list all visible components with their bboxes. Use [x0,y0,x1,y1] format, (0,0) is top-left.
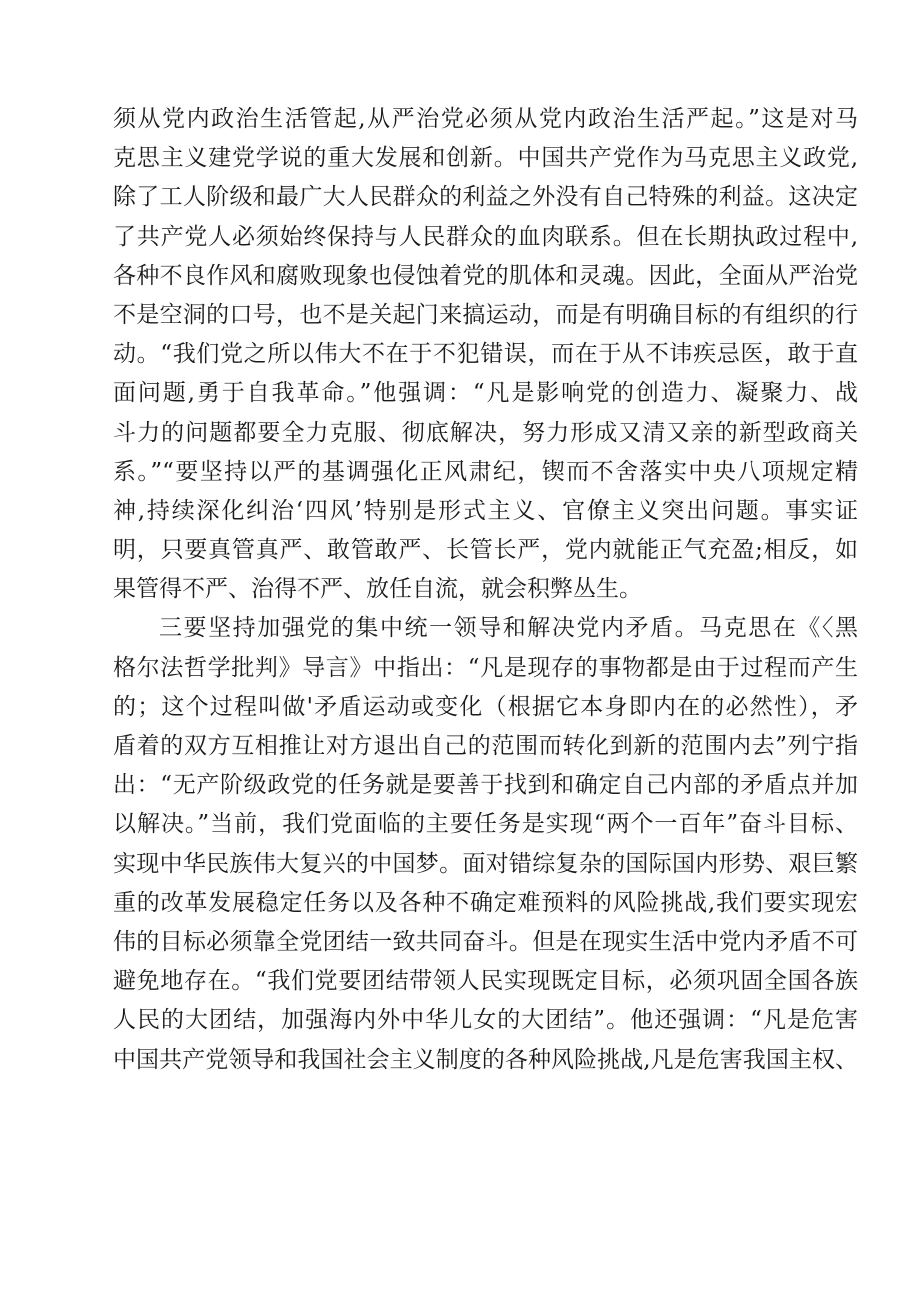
text-line: 须从党内政治生活管起,从严治党必须从党内政治生活严起。”这是对马 [113,106,858,132]
text-line: 中国共产党领导和我国社会主义制度的各种风险挑战,凡是危害我国主权、 [113,1046,858,1073]
text-line: 格尔法哲学批判》导言》中指出：“凡是现存的事物都是由于过程而产生 [113,654,858,681]
text-line: 伟的目标必须靠全党团结一致共同奋斗。但是在现实生活中党内矛盾不可 [113,928,858,955]
text-line: 斗力的问题都要全力克服、彻底解决，努力形成又清又亲的新型政商关 [113,419,858,446]
text-line: 克思主义建党学说的重大发展和创新。中国共产党作为马克思主义政党, [113,145,858,172]
text-line: 人民的大团结，加强海内外中华儿女的大团结”。他还强调：“凡是危害 [113,1007,858,1034]
text-line: 神,持续深化纠治‘四风’特别是形式主义、官僚主义突出问题。事实证 [113,497,858,524]
text-line: 以解决。”当前，我们党面临的主要任务是实现“两个一百年”奋斗目标、 [113,811,858,838]
text-line: 实现中华民族伟大复兴的中国梦。面对错综复杂的国际国内形势、艰巨繁 [113,850,858,877]
paragraph-end-line: 果管得不严、治得不严、放任自流，就会积弊丛生。 [113,576,642,603]
text-line: 出：“无产阶级政党的任务就是要善于找到和确定自己内部的矛盾点并加 [113,772,858,799]
text-line: 不是空洞的口号，也不是关起门来搞运动，而是有明确目标的有组织的行 [113,301,858,328]
text-line: 动。“我们党之所以伟大不在于不犯错误，而在于从不讳疾忌医，敢于直 [113,341,858,368]
body-text [113,100,858,1080]
text-line: 系。”“要坚持以严的基调强化正风肃纪，锲而不舍落实中央八项规定精 [113,458,858,485]
text-line: 盾着的双方互相推让对方退出自己的范围而转化到新的范围内去”列宁指 [113,733,858,759]
text-line: 重的改革发展稳定任务以及各种不确定难预料的风险挑战,我们要实现宏 [113,889,858,916]
text-line: 面问题,勇于自我革命。”他强调：“凡是影响党的创造力、凝聚力、战 [113,380,858,407]
text-line: 了共产党人必须始终保持与人民群众的血肉联系。但在长期执政过程中, [113,223,858,250]
text-line: 明，只要真管真严、敢管敢严、长管长严，党内就能正气充盈;相反，如 [113,537,858,564]
text-line: 的；这个过程叫做'矛盾运动或变化（根据它本身即内在的必然性），矛 [113,693,858,720]
text-line: 除了工人阶级和最广大人民群众的利益之外没有自己特殊的利益。这决定 [113,184,858,211]
text-line: 各种不良作风和腐败现象也侵蚀着党的肌体和灵魂。因此，全面从严治党 [113,262,858,289]
paragraph-start-line: 三要坚持加强党的集中统一领导和解决党内矛盾。马克思在《〈黑 [159,615,858,642]
text-line: 避免地存在。“我们党要团结带领人民实现既定目标，必须巩固全国各族 [113,968,858,995]
